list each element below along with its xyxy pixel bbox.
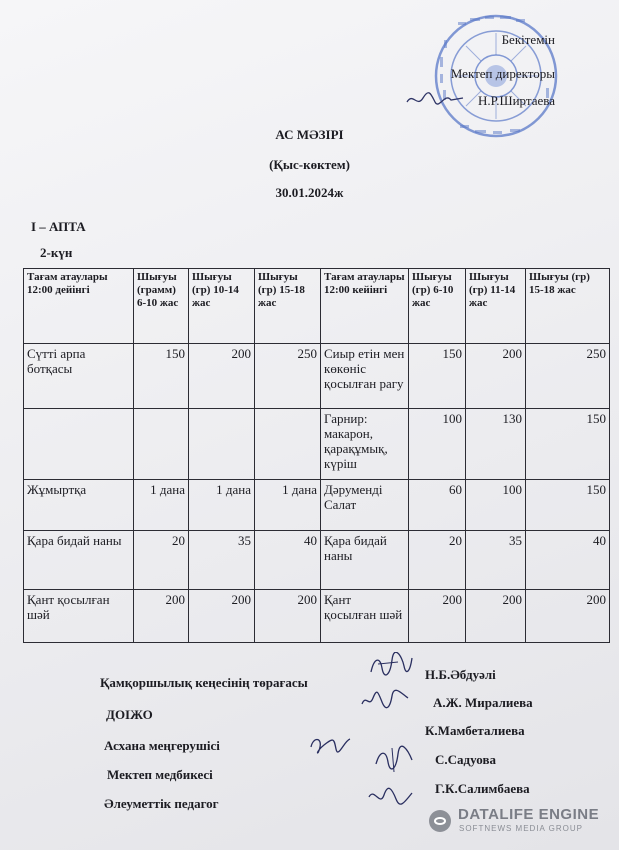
table-cell: 1 дана <box>134 480 189 531</box>
table-cell: 1 дана <box>189 480 255 531</box>
table-cell: 40 <box>526 531 610 590</box>
table-cell: 1 дана <box>255 480 321 531</box>
table-cell: 150 <box>134 344 189 409</box>
table-cell: 150 <box>526 409 610 480</box>
table-cell: Қара бидай наны <box>321 531 409 590</box>
table-cell: 130 <box>466 409 526 480</box>
signature-name: К.Мамбеталиева <box>425 723 525 738</box>
table-row <box>24 531 610 590</box>
table-cell: 35 <box>466 531 526 590</box>
week-label: І – АПТА <box>31 219 86 234</box>
table-cell <box>189 409 255 480</box>
table-cell: 200 <box>409 590 466 643</box>
table-cell: 150 <box>409 344 466 409</box>
table-cell <box>255 409 321 480</box>
table-cell: 200 <box>255 590 321 643</box>
watermark-tagline: SOFTNEWS MEDIA GROUP <box>459 824 584 833</box>
signature-scribble-icon <box>368 652 414 678</box>
signature-scribble-icon <box>372 744 416 774</box>
table-row <box>24 480 610 531</box>
column-header: Тағам атаулары 12:00 дейінгі <box>24 269 134 344</box>
table-cell: 20 <box>134 531 189 590</box>
approval-line-2: Мектеп директоры <box>450 66 555 81</box>
signature-scribble-icon <box>308 733 352 755</box>
signature-role: Асхана меңгерушісі <box>104 738 220 753</box>
datalife-logo-icon <box>428 809 452 833</box>
table-cell <box>134 409 189 480</box>
menu-date: 30.01.2024ж <box>275 185 344 200</box>
approval-line-1: Бекітемін <box>501 32 555 47</box>
signature-role: Қамқоршылық кеңесінің төрағасы <box>100 675 308 690</box>
column-header: Шығуы (гр) 10-14 жас <box>189 269 255 344</box>
signature-scribble-icon <box>366 785 414 807</box>
watermark-brand: DATALIFE ENGINE <box>458 806 600 823</box>
table-cell: 40 <box>255 531 321 590</box>
column-header: Тағам атаулары 12:00 кейінгі <box>321 269 409 344</box>
approval-line-3: Н.Р.Ширтаева <box>477 93 555 108</box>
signature-name: Г.К.Салимбаева <box>435 781 530 796</box>
table-cell: Гарнир: макарон, қарақұмық, күріш <box>321 409 409 480</box>
table-cell <box>24 409 134 480</box>
menu-table <box>23 268 610 643</box>
signature-name: Н.Б.Әбдуәлі <box>425 667 496 682</box>
menu-title: АС МӘЗІРІ <box>275 127 344 142</box>
table-cell: 150 <box>526 480 610 531</box>
table-cell: 200 <box>189 590 255 643</box>
column-header: Шығуы (гр) 15-18 жас <box>526 269 610 344</box>
table-cell: 200 <box>134 590 189 643</box>
table-cell: 200 <box>466 590 526 643</box>
table-cell: Қант қосылған шәй <box>24 590 134 643</box>
table-cell: Жұмыртқа <box>24 480 134 531</box>
signature-role: Әлеуметтік педагог <box>104 796 219 811</box>
signature-role: Мектеп медбикесі <box>107 767 213 782</box>
table-cell: Сиыр етін мен көкөніс қосылған рагу <box>321 344 409 409</box>
table-cell: 20 <box>409 531 466 590</box>
signature-name: С.Садуова <box>435 752 496 767</box>
day-label: 2-күн <box>40 245 73 260</box>
column-header: Шығуы (гр) 11-14 жас <box>466 269 526 344</box>
column-header: Шығуы (гр) 6-10 жас <box>409 269 466 344</box>
table-cell: 200 <box>466 344 526 409</box>
table-header-row <box>24 269 610 344</box>
table-row <box>24 409 610 480</box>
table-cell: Қара бидай наны <box>24 531 134 590</box>
table-cell: 100 <box>409 409 466 480</box>
watermark <box>428 806 608 836</box>
table-row <box>24 344 610 409</box>
signature-name: А.Ж. Миралиева <box>433 695 533 710</box>
column-header: Шығуы (гр) 15-18 жас <box>255 269 321 344</box>
table-cell: 250 <box>255 344 321 409</box>
director-signature-icon <box>405 88 465 110</box>
table-cell: Сүтті арпа ботқасы <box>24 344 134 409</box>
table-cell: 200 <box>526 590 610 643</box>
table-cell: Дәруменді Салат <box>321 480 409 531</box>
menu-season: (Қыс-көктем) <box>269 157 350 172</box>
table-cell: 100 <box>466 480 526 531</box>
signature-scribble-icon <box>360 688 410 710</box>
table-cell: 35 <box>189 531 255 590</box>
column-header: Шығуы (грамм) 6-10 жас <box>134 269 189 344</box>
table-cell: 60 <box>409 480 466 531</box>
table-cell: 200 <box>189 344 255 409</box>
table-cell: 250 <box>526 344 610 409</box>
signature-role: ДОІЖО <box>106 707 153 722</box>
table-row <box>24 590 610 643</box>
table-cell: Қант қосылған шәй <box>321 590 409 643</box>
